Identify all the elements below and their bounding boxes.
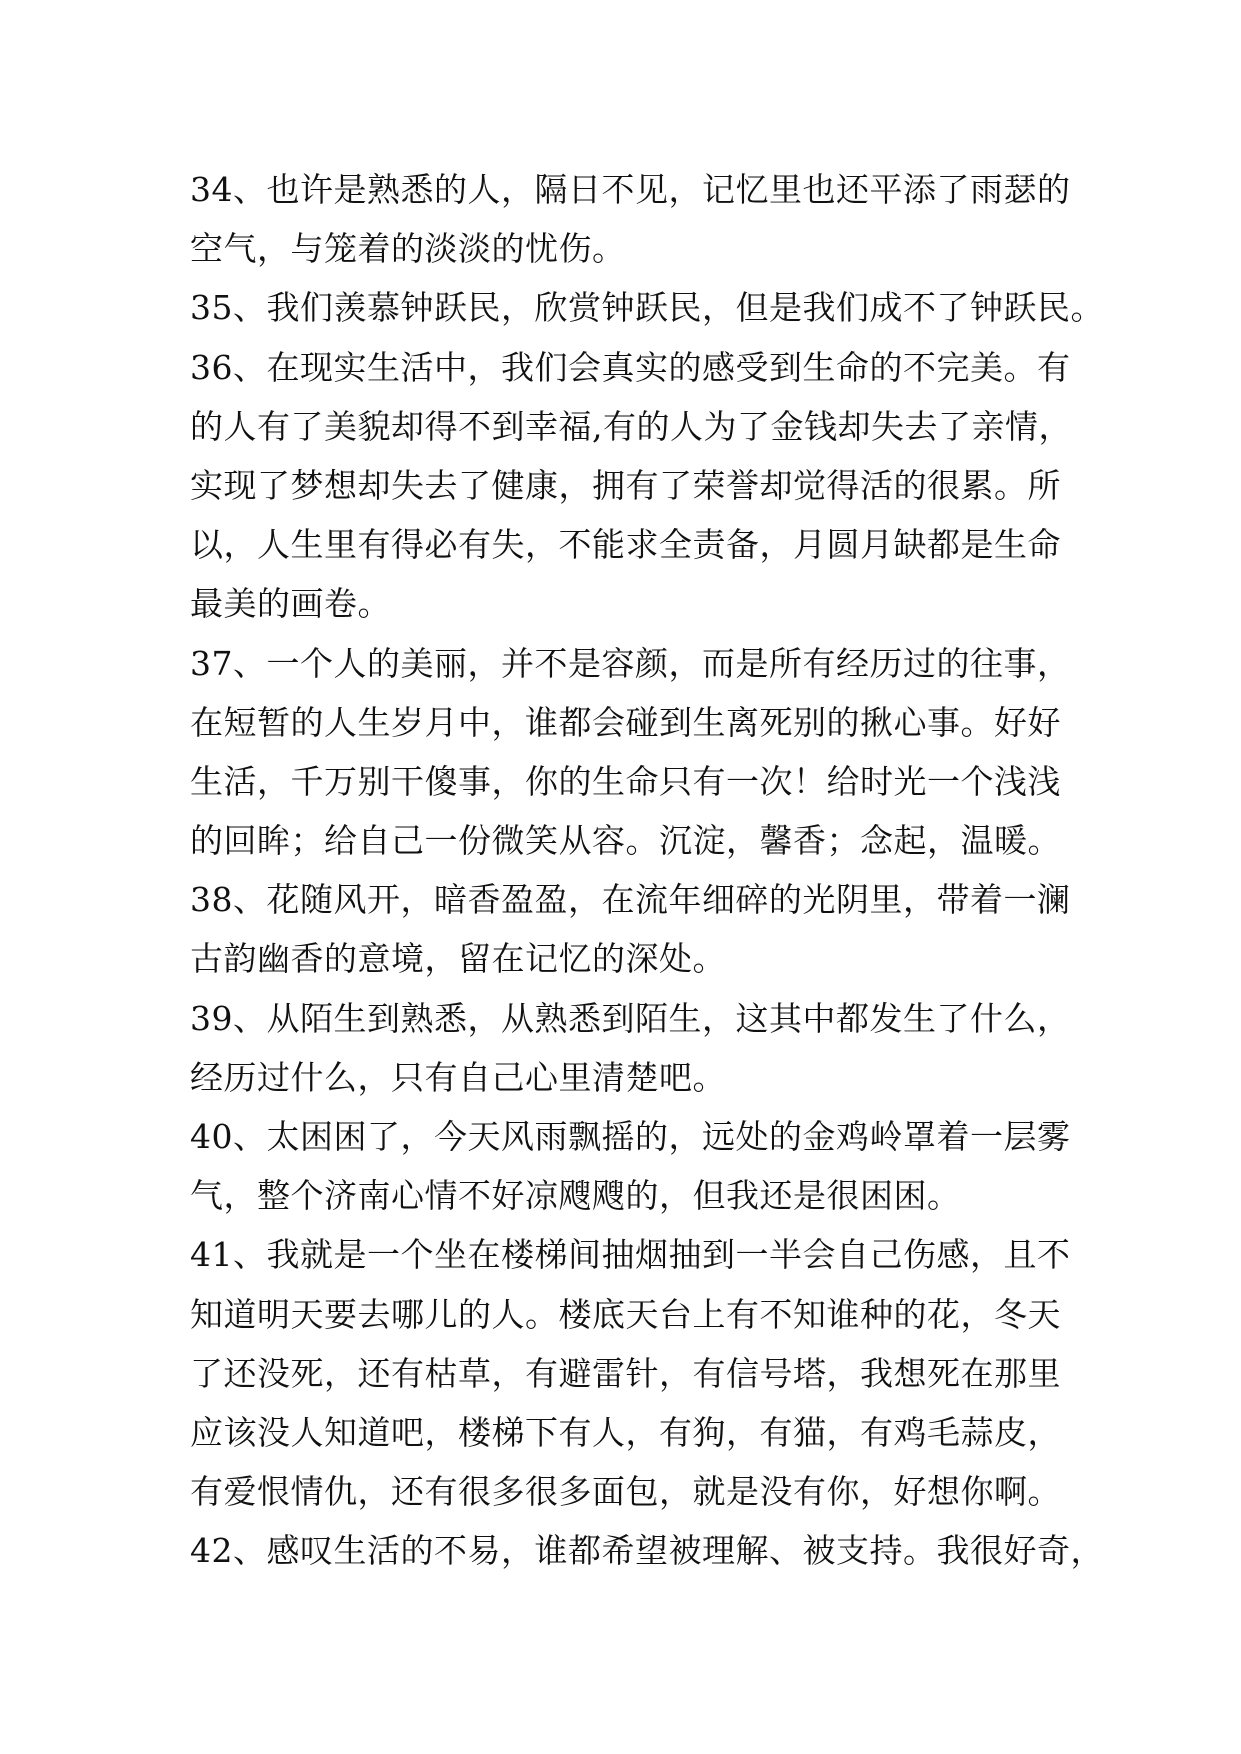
- text-line: 40、太困困了，今天风雨飘摇的，远处的金鸡岭罩着一层雾: [190, 1117, 1071, 1156]
- text-line: 38、花随风开，暗香盈盈，在流年细碎的光阴里，带着一澜: [190, 880, 1071, 920]
- text-line: 实现了梦想却失去了健康，拥有了荣誉却觉得活的很累。所: [190, 465, 1061, 505]
- text-line: 34、也许是熟悉的人，隔日不见，记忆里也还平添了雨瑟的: [190, 170, 1071, 209]
- text-line: 知道明天要去哪儿的人。楼底天台上有不知谁种的花，冬天: [190, 1294, 1061, 1334]
- text-line: 了还没死，还有枯草，有避雷针，有信号塔，我想死在那里: [190, 1353, 1061, 1393]
- text-line: 生活，千万别干傻事，你的生命只有一次！给时光一个浅浅: [190, 761, 1061, 801]
- text-line: 的人有了美貌却得不到幸福,有的人为了金钱却失去了亲情，: [190, 406, 1072, 446]
- text-line: 35、我们羡慕钟跃民，欣赏钟跃民，但是我们成不了钟跃民。: [190, 288, 1104, 328]
- text-line: 42、感叹生活的不易，谁都希望被理解、被支持。我很好奇，: [190, 1531, 1104, 1571]
- body-text: [190, 160, 1104, 1581]
- text-line: 最美的画卷。: [190, 584, 391, 624]
- text-line: 36、在现实生活中，我们会真实的感受到生命的不完美。有: [190, 347, 1071, 387]
- text-line: 古韵幽香的意境，留在记忆的深处。: [190, 939, 726, 979]
- text-line: 41、我就是一个坐在楼梯间抽烟抽到一半会自己伤感，且不: [190, 1235, 1071, 1275]
- text-line: 的回眸；给自己一份微笑从容。沉淀，馨香；念起，温暖。: [190, 821, 1061, 861]
- text-line: 经历过什么，只有自己心里清楚吧。: [190, 1057, 726, 1097]
- text-line: 应该没人知道吧，楼梯下有人，有狗，有猫，有鸡毛蒜皮，: [190, 1412, 1061, 1452]
- text-line: 39、从陌生到熟悉，从熟悉到陌生，这其中都发生了什么，: [190, 998, 1071, 1038]
- text-line: 空气，与笼着的淡淡的忧伤。: [190, 229, 626, 269]
- text-line: 在短暂的人生岁月中，谁都会碰到生离死别的揪心事。好好: [190, 702, 1061, 742]
- text-line: 有爱恨情仇，还有很多很多面包，就是没有你，好想你啊。: [190, 1472, 1061, 1512]
- text-line: 气，整个济南心情不好凉飕飕的，但我还是很困困。: [190, 1176, 961, 1216]
- text-line: 37、一个人的美丽，并不是容颜，而是所有经历过的往事，: [190, 643, 1071, 683]
- text-line: 以，人生里有得必有失，不能求全责备，月圆月缺都是生命: [190, 525, 1061, 565]
